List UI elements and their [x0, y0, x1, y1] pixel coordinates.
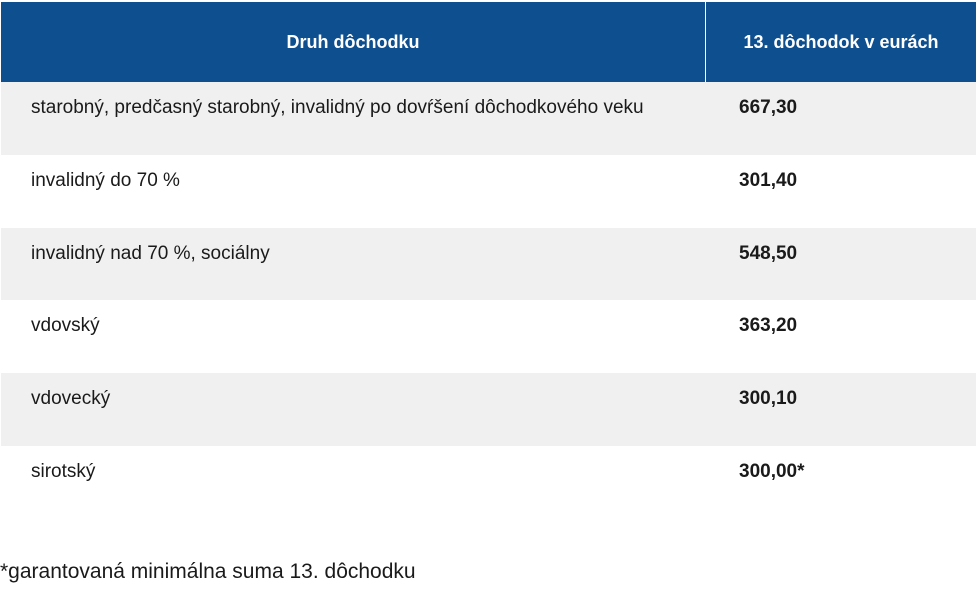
pension-type-cell: invalidný do 70 %	[31, 169, 180, 191]
table-row	[1, 82, 976, 155]
table-row	[1, 373, 976, 446]
table-row	[1, 155, 976, 228]
amount-cell: 300,00*	[739, 460, 805, 482]
pension-type-cell: vdovský	[31, 315, 100, 337]
amount-cell: 548,50	[739, 242, 798, 264]
header-amount: 13. dôchodok v eurách	[705, 2, 976, 82]
table-header	[1, 2, 976, 82]
table-row	[1, 446, 976, 521]
amount-cell: 301,40	[739, 169, 798, 191]
footnote: *garantovaná minimálna suma 13. dôchodku	[0, 560, 416, 583]
table-row	[1, 228, 976, 301]
pension-table	[1, 2, 976, 521]
pension-type-cell: vdovecký	[31, 388, 111, 410]
table-row	[1, 300, 976, 373]
pension-type-cell: sirotský	[31, 460, 96, 482]
amount-cell: 300,10	[739, 388, 798, 410]
pension-type-cell: invalidný nad 70 %, sociálny	[31, 242, 270, 264]
pension-type-cell: starobný, predčasný starobný, invalidný po dovŕšení dôchodkového veku	[31, 97, 644, 118]
amount-cell: 667,30	[739, 97, 798, 118]
header-pension-type: Druh dôchodku	[286, 31, 420, 52]
amount-cell: 363,20	[739, 315, 798, 337]
